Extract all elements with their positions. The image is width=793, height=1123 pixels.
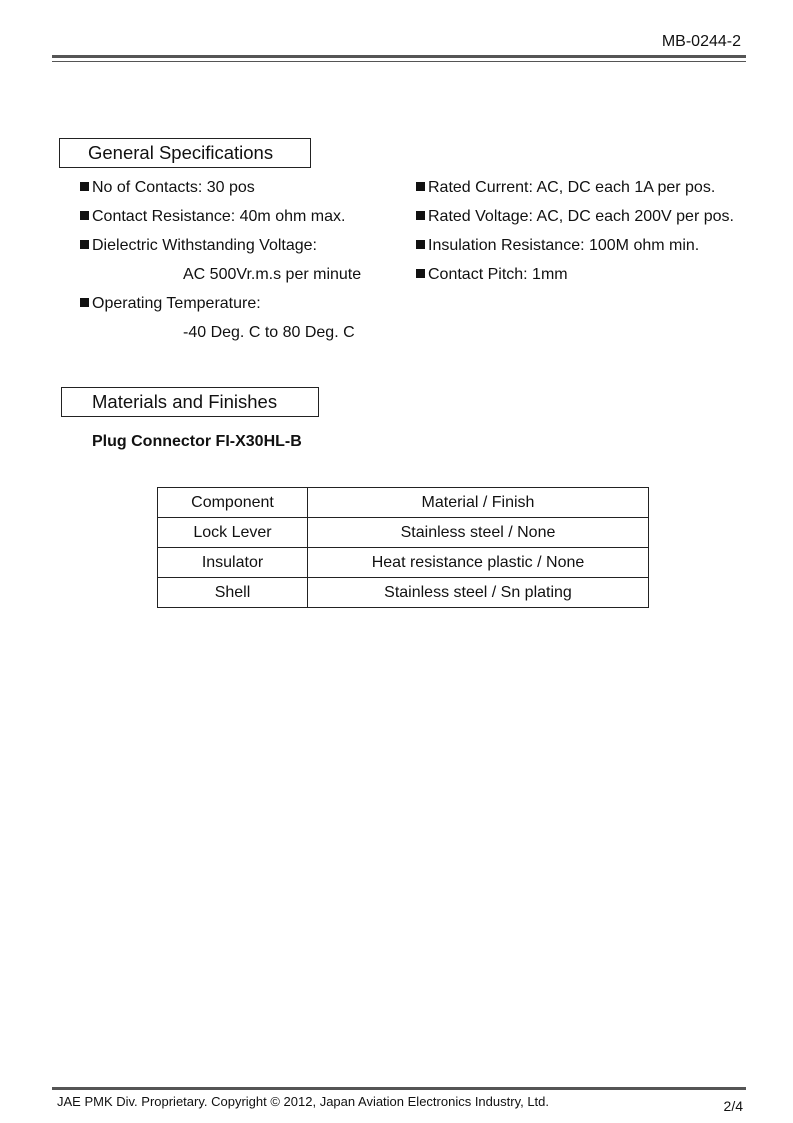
bullet-icon bbox=[416, 240, 425, 249]
spec-contact-resistance: Contact Resistance: 40m ohm max. bbox=[80, 207, 345, 227]
header-rule-thin bbox=[52, 61, 746, 62]
footer-copyright: JAE PMK Div. Proprietary. Copyright © 2012, Japan Aviation Electronics Industry, Ltd. bbox=[57, 1094, 550, 1109]
spec-rated-voltage: Rated Voltage: AC, DC each 200V per pos. bbox=[416, 207, 734, 227]
page-number: 2/4 bbox=[723, 1098, 743, 1114]
table-row bbox=[158, 548, 649, 578]
footer-rule bbox=[52, 1087, 746, 1090]
document-number: MB-0244-2 bbox=[661, 33, 741, 50]
plug-connector-subtitle: Plug Connector FI-X30HL-B bbox=[92, 433, 302, 450]
column-header-material: Material / Finish bbox=[308, 488, 649, 518]
table-cell: Shell bbox=[158, 578, 308, 608]
spec-contacts: No of Contacts: 30 pos bbox=[80, 178, 255, 198]
general-specifications-heading: General Specifications bbox=[59, 138, 311, 168]
materials-heading: Materials and Finishes bbox=[61, 387, 319, 417]
bullet-icon bbox=[80, 211, 89, 220]
table-cell: Stainless steel / None bbox=[308, 518, 649, 548]
spec-temperature: Operating Temperature: bbox=[80, 294, 261, 314]
bullet-icon bbox=[416, 211, 425, 220]
table-header-row bbox=[158, 488, 649, 518]
bullet-icon bbox=[80, 182, 89, 191]
materials-table bbox=[157, 487, 649, 608]
table-cell: Lock Lever bbox=[158, 518, 308, 548]
bullet-icon bbox=[80, 240, 89, 249]
table-row bbox=[158, 518, 649, 548]
spec-contact-pitch: Contact Pitch: 1mm bbox=[416, 265, 568, 285]
spec-insulation-resistance: Insulation Resistance: 100M ohm min. bbox=[416, 236, 699, 256]
bullet-icon bbox=[416, 182, 425, 191]
spec-dielectric: Dielectric Withstanding Voltage: bbox=[80, 236, 317, 256]
table-cell: Insulator bbox=[158, 548, 308, 578]
header-rule bbox=[52, 55, 746, 58]
spec-temperature-value: -40 Deg. C to 80 Deg. C bbox=[183, 324, 355, 341]
table-cell: Stainless steel / Sn plating bbox=[308, 578, 649, 608]
bullet-icon bbox=[80, 298, 89, 307]
table-cell: Heat resistance plastic / None bbox=[308, 548, 649, 578]
bullet-icon bbox=[416, 269, 425, 278]
spec-rated-current: Rated Current: AC, DC each 1A per pos. bbox=[416, 178, 715, 198]
spec-dielectric-value: AC 500Vr.m.s per minute bbox=[183, 266, 362, 283]
column-header-component: Component bbox=[158, 488, 308, 518]
table-row bbox=[158, 578, 649, 608]
